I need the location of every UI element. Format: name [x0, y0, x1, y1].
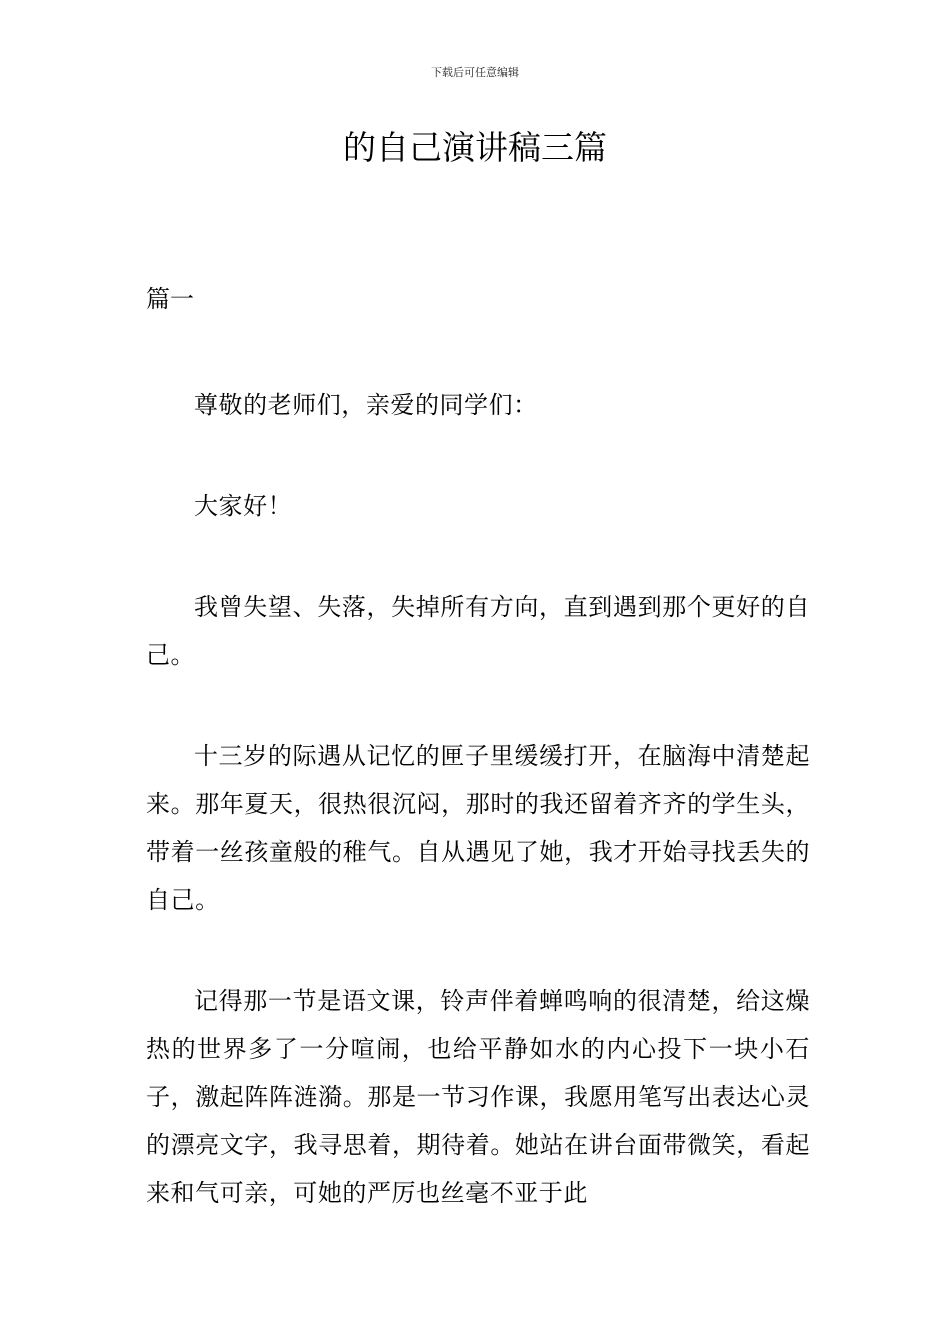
paragraph-3: 记得那一节是语文课，铃声伴着蝉鸣响的很清楚，给这燥热的世界多了一分喧闹，也给平静如水的内心投下一块小石子，激起阵阵涟漪。那是一节习作课，我愿用笔写出表达心灵的漂亮文字，我寻思着，期待着。她站在讲台面带微笑，看起来和气可亲，可她的严厉也丝毫不亚于此	[146, 987, 810, 1207]
document-title: 的自己演讲稿三篇	[343, 128, 607, 167]
header-note: 下载后可任意编辑	[431, 66, 519, 79]
section-label: 篇一	[146, 285, 194, 313]
paragraph-1: 我曾失望、失落，失掉所有方向，直到遇到那个更好的自己。	[146, 593, 810, 669]
paragraph-hello: 大家好！	[194, 492, 293, 520]
paragraph-greeting: 尊敬的老师们，亲爱的同学们：	[194, 391, 538, 419]
document-body	[146, 281, 810, 1270]
paragraph-2: 十三岁的际遇从记忆的匣子里缓缓打开，在脑海中清楚起来。那年夏天，很热很沉闷，那时的我还留着齐齐的学生头，带着一丝孩童般的稚气。自从遇见了她，我才开始寻找丢失的自己。	[146, 742, 810, 914]
